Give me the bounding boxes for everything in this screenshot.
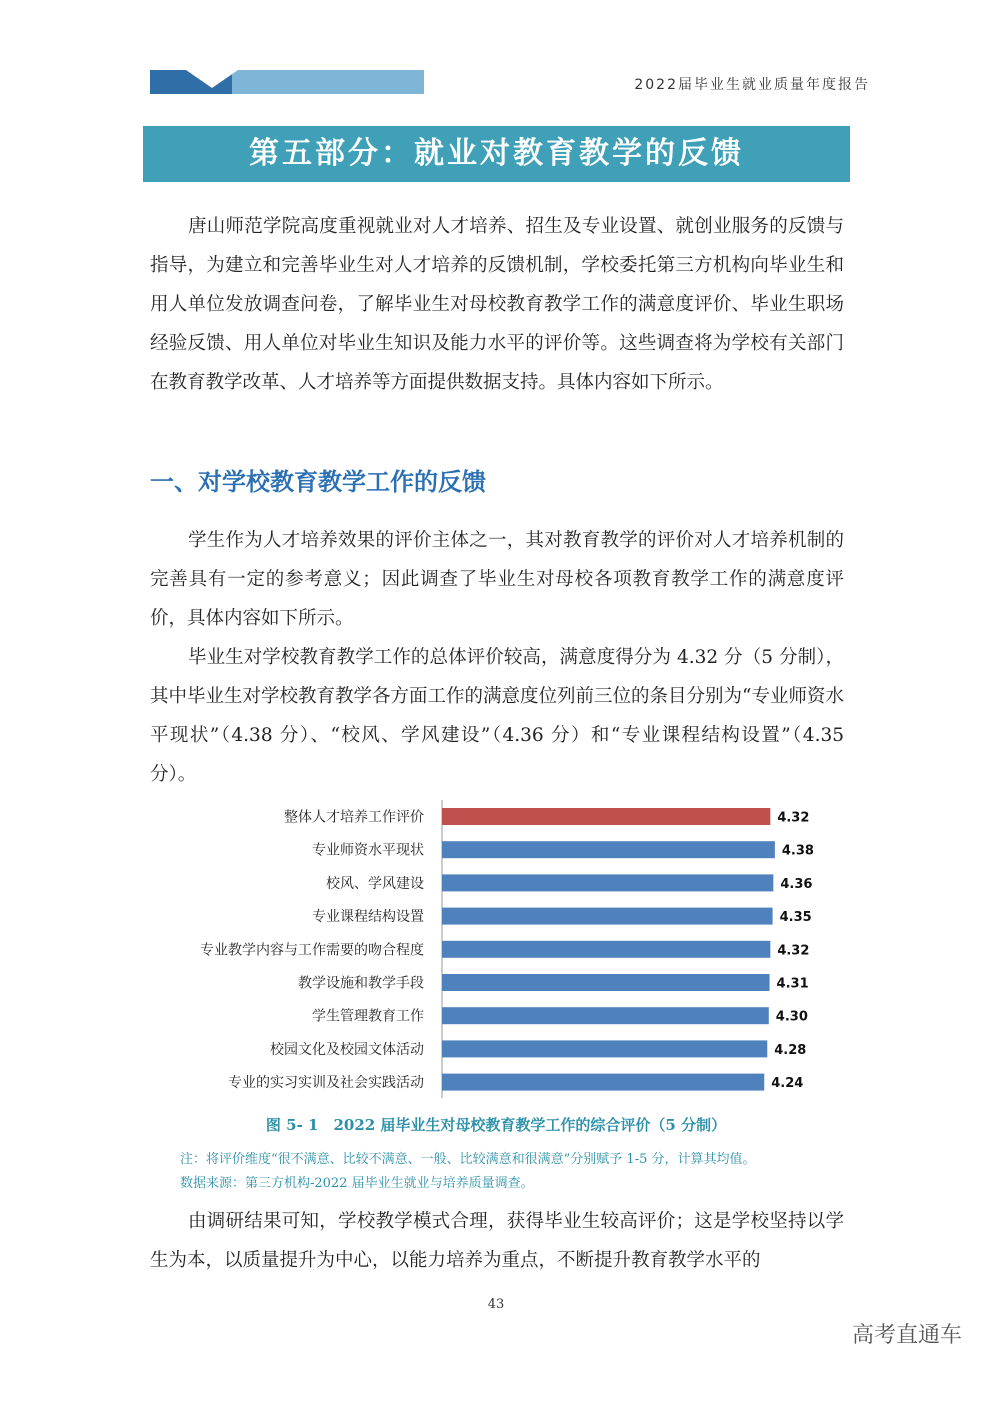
header-band-light: [232, 70, 424, 94]
value-label: 4.35: [779, 910, 812, 926]
bar: [442, 908, 773, 925]
report-title: 2022届毕业生就业质量年度报告: [634, 77, 870, 93]
bar: [442, 974, 770, 991]
bar: [442, 1074, 764, 1091]
bar: [442, 808, 770, 825]
watermark: 高考直通车: [851, 1323, 962, 1348]
bar: [442, 874, 773, 891]
header-band-notch: [186, 70, 238, 88]
value-label: 4.30: [775, 1009, 808, 1025]
category-label: 专业的实习实训及社会实践活动: [228, 1075, 424, 1092]
value-label: 4.28: [774, 1042, 807, 1058]
value-label: 4.38: [781, 843, 814, 859]
bar: [442, 1040, 767, 1057]
page-number: 43: [487, 1297, 505, 1312]
value-label: 4.31: [776, 976, 809, 992]
category-label: 专业师资水平现状: [312, 842, 424, 859]
figure-caption: 图 5- 1 2022 届毕业生对母校教育教学工作的综合评价（5 分制）: [265, 1116, 727, 1134]
category-label: 校风、学风建设: [326, 875, 424, 892]
conclusion-paragraph: 由调研结果可知，学校教学模式合理，获得毕业生较高评价；这是学校坚持以学生为本，以质量提升为中心，以能力培养为重点，不断提升教育教学水平的: [150, 1211, 844, 1271]
category-label: 专业教学内容与工作需要的吻合程度: [200, 942, 424, 959]
bar: [442, 1007, 769, 1024]
category-label: 校园文化及校园文体活动: [270, 1041, 424, 1058]
figure-note: 注：将评价维度“很不满意、比较不满意、一般、比较满意和很满意”分别赋予 1-5 分，计算其均值。: [180, 1152, 756, 1167]
subheading: 一、对学校教育教学工作的反馈: [150, 468, 486, 496]
section-title: 第五部分：就业对教育教学的反馈: [143, 126, 850, 182]
bar: [442, 841, 775, 858]
category-label: 专业课程结构设置: [312, 909, 424, 926]
paragraph-sub1-2: 毕业生对学校教育教学工作的总体评价较高，满意度得分为 4.32 分（5 分制），其中毕业生对学校教育教学各方面工作的满意度位列前三位的条目分别为“专业师资水平现状”（4.38 分）、“校风、学风建设”（4.36 分）和“专业课程结构设置”（4.35 分）。: [150, 647, 844, 785]
category-label: 教学设施和教学手段: [298, 975, 424, 992]
paragraph-sub1-1: 学生作为人才培养效果的评价主体之一，其对教育教学的评价对人才培养机制的完善具有一定的参考意义；因此调查了毕业生对母校各项教育教学工作的满意度评价，具体内容如下所示。: [150, 530, 844, 629]
value-label: 4.24: [771, 1076, 804, 1092]
bar: [442, 941, 770, 958]
category-label: 整体人才培养工作评价: [284, 809, 424, 826]
figure-source: 数据来源：第三方机构-2022 届毕业生就业与培养质量调查。: [180, 1176, 534, 1191]
value-label: 4.32: [777, 943, 810, 959]
value-label: 4.32: [777, 810, 810, 826]
value-label: 4.36: [780, 876, 813, 892]
intro-paragraph: 唐山师范学院高度重视就业对人才培养、招生及专业设置、就创业服务的反馈与指导，为建立和完善毕业生对人才培养的反馈机制，学校委托第三方机构向毕业生和用人单位发放调查问卷，了解毕业生对母校教育教学工作的满意度评价、毕业生职场经验反馈、用人单位对毕业生知识及能力水平的评价等。这些调查将为学校有关部门在教育教学改革、人才培养等方面提供数据支持。具体内容如下所示。: [150, 216, 844, 393]
category-label: 学生管理教育工作: [312, 1008, 424, 1025]
satisfaction-bar-chart: [150, 798, 850, 1098]
